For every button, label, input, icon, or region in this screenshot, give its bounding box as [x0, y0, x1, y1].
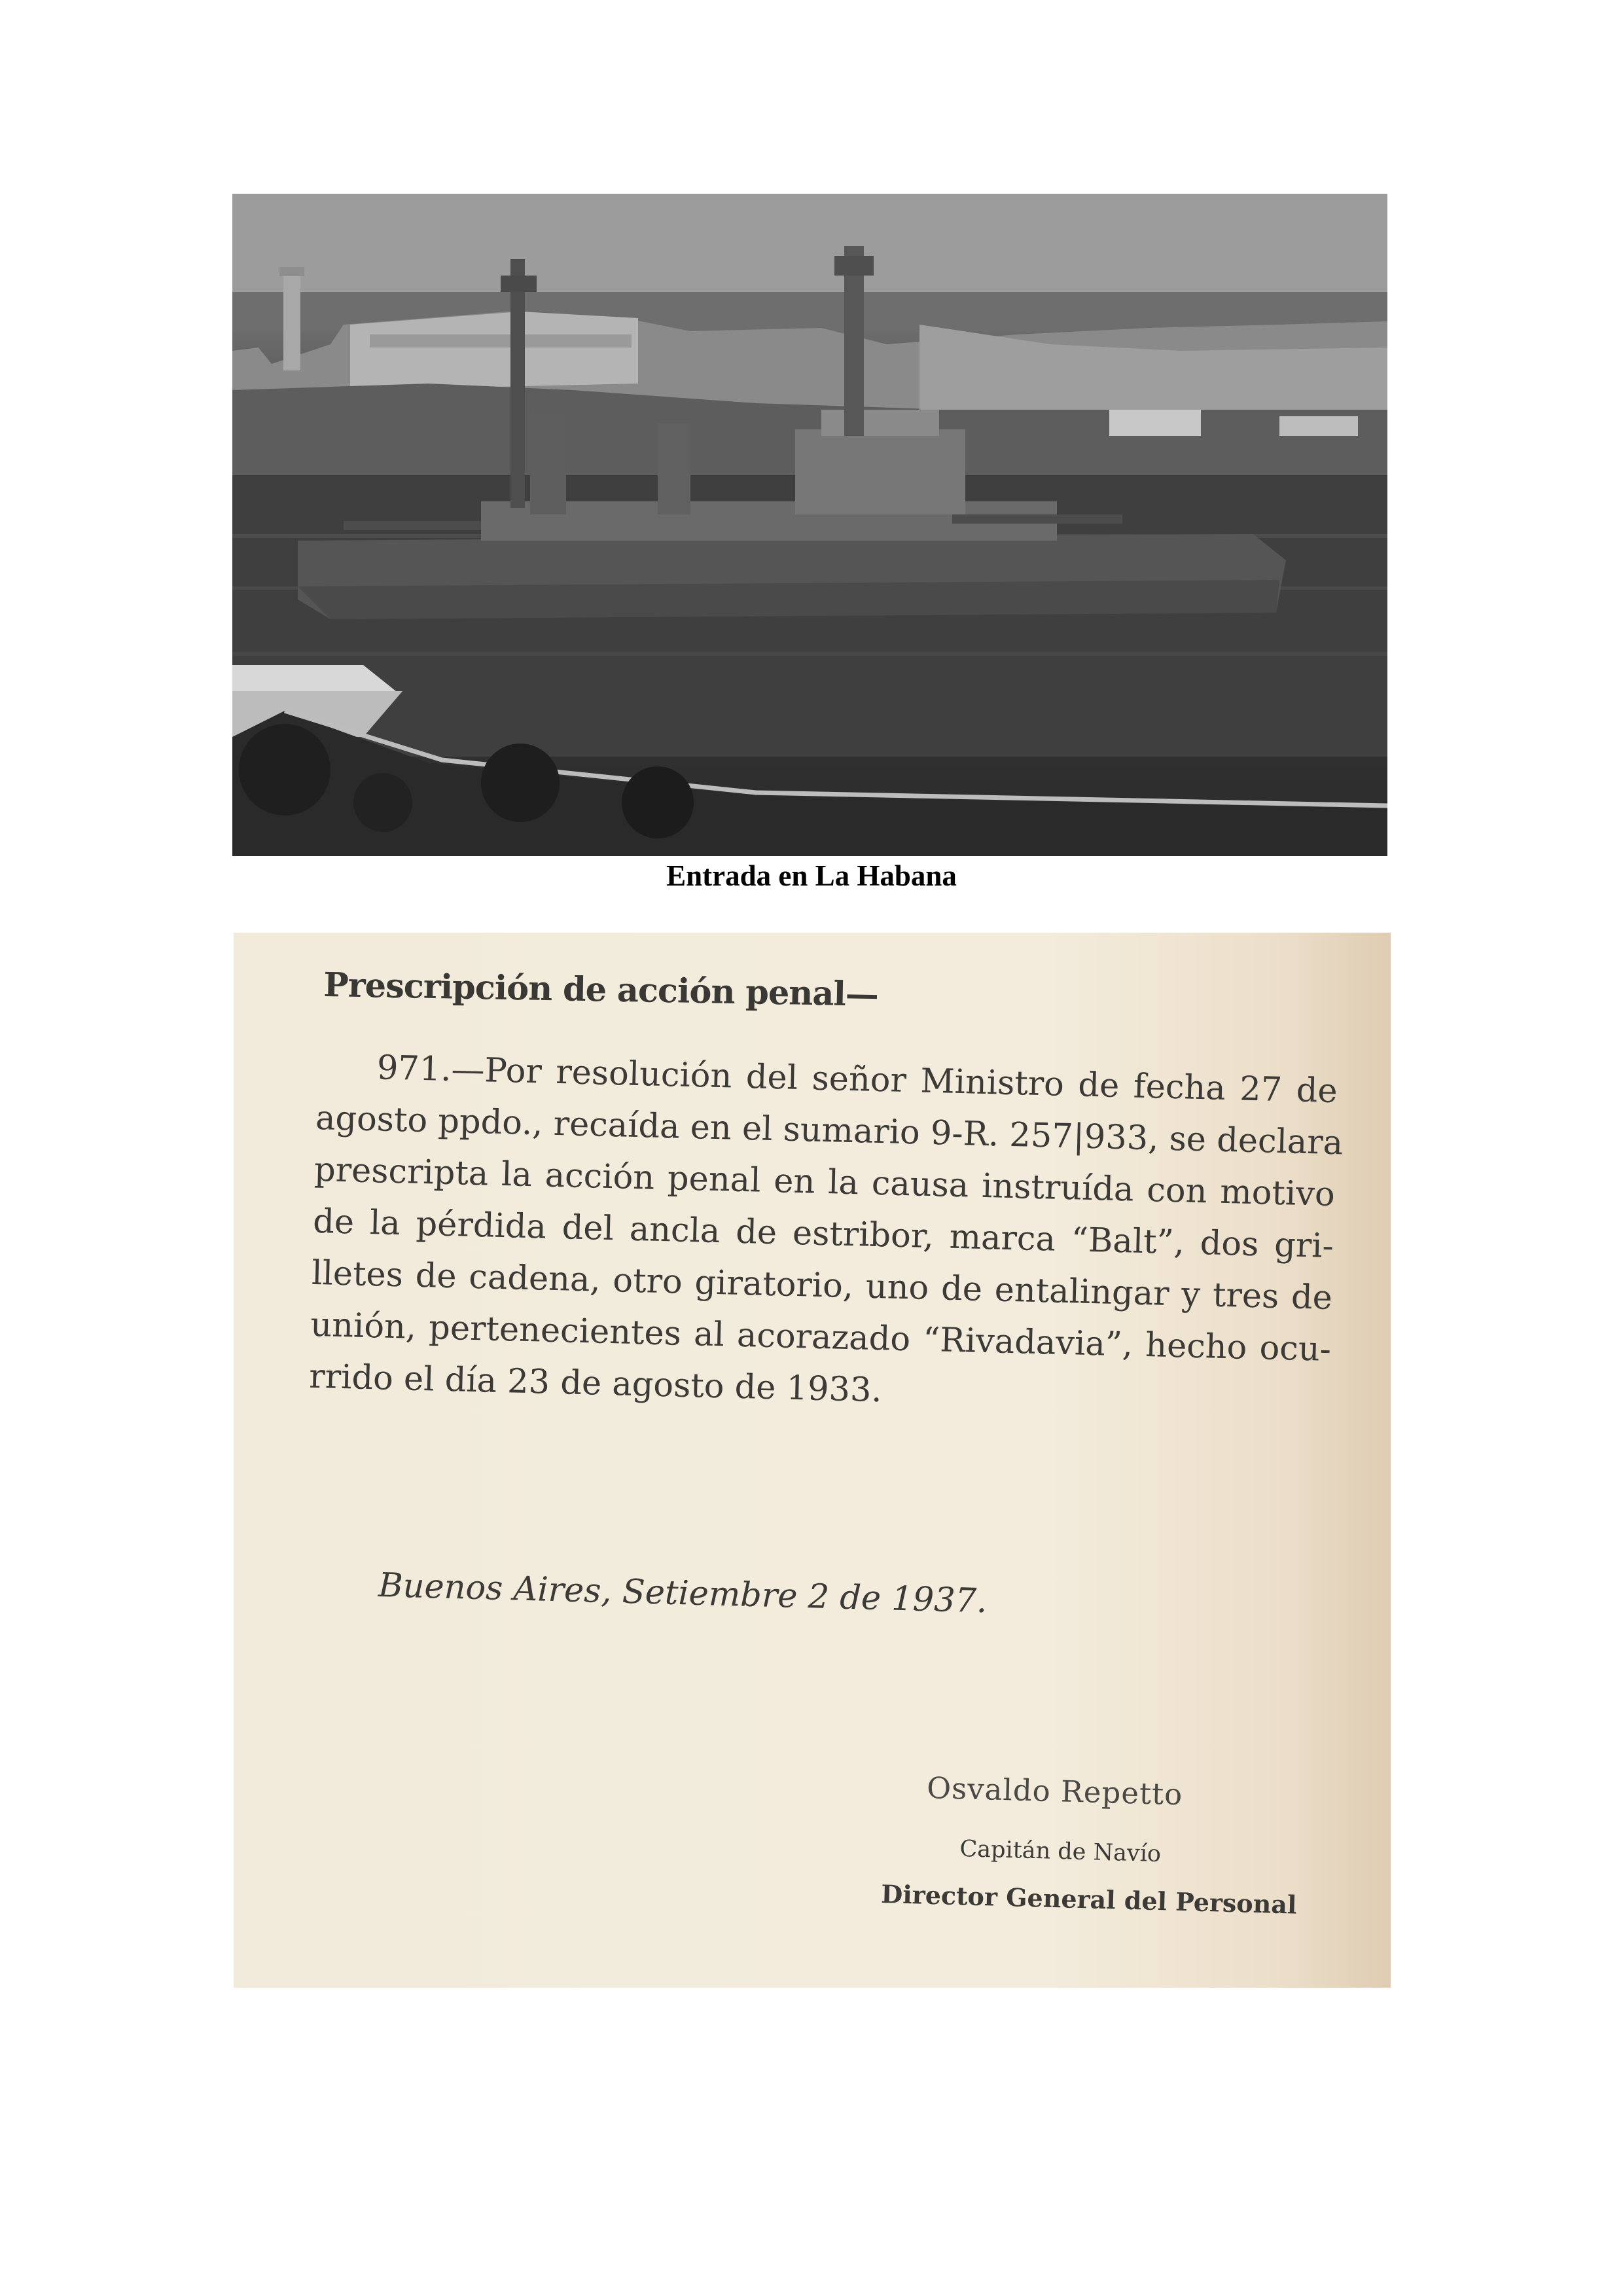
signatory-title: Director General del Personal: [880, 1879, 1297, 1920]
decree-body: [308, 1041, 1344, 1427]
photo-caption: Entrada en La Habana: [666, 859, 957, 892]
decree-line: rrido el día 23 de agosto de 1933.: [308, 1357, 883, 1410]
decree-line: agosto ppdo., recaída en el sumario 9-R. 257|933, se declara: [315, 1098, 1344, 1163]
signatory-rank: Capitán de Navío: [959, 1836, 1162, 1868]
decree-line: prescripta la acción penal en la causa instruída con motivo: [313, 1150, 1336, 1215]
decree-line: de la pérdida del ancla de estribor, marca “Balt”, dos gri-: [312, 1202, 1334, 1266]
decree-line: lletes de cadena, otro giratorio, uno de entalingar y tres de: [311, 1253, 1333, 1318]
scanned-decree: [234, 933, 1391, 1988]
signatory-name: Osvaldo Repetto: [926, 1770, 1183, 1812]
decree-line: 971.—Por resolución del señor Ministro de fecha 27 de: [376, 1049, 1338, 1111]
decree-heading: Prescripción de acción penal—: [323, 965, 879, 1014]
battleship-illustration: [232, 194, 1387, 856]
place-date: Buenos Aires, Setiembre 2 de 1937.: [378, 1566, 988, 1621]
harbor-photo: [232, 194, 1387, 856]
decree-line: unión, pertenecientes al acorazado “Rivadavia”, hecho ocu-: [310, 1305, 1332, 1369]
